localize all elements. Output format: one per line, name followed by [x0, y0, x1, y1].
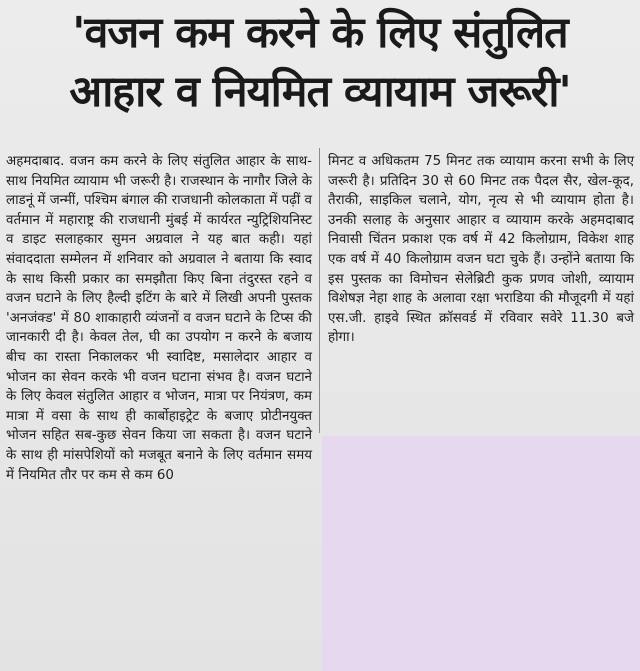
headline: [4, 4, 636, 122]
article-text-right: मिनट व अधिकतम 75 मिनट तक व्यायाम करना सभी के लिए जरूरी है। प्रतिदिन 30 से 60 मिनट तक पैदल सैर, खेल-कूद, तैराकी, साइकिल चलाने, योग, नृत्य से भी व्यायाम होता है। उनकी सलाह के अनुसार आहार व व्यायाम करके अहमदाबाद निवासी चिंतन प्रकाश एक वर्ष में 42 किलोग्राम, विकेश शाह एक वर्ष में 40 किलोग्राम वजन घटा चुके हैं। उन्होंने बताया कि इस पुस्तक का विमोचन सेलेब्रिटी कुक प्रणव जोशी, व्यायाम विशेषज्ञ नेहा शाह के अलावा रक्षा भराडिया की मौजूदगी में यहां एस.जी. हाइवे स्थित क्रॉसवर्ड में रविवार सवेरे 11.30 बजे होगा।: [328, 154, 634, 346]
headline-line-1: 'वजन कम करने के लिए संतुलित: [72, 8, 568, 58]
article-column-left: [6, 152, 312, 485]
article-text-left: अहमदाबाद. वजन कम करने के लिए संतुलित आहार के साथ-साथ नियमित व्यायाम भी जरूरी है। राजस्थान के नागौर जिले के लाडनूं में जन्मीं, पश्चिम बंगाल की राजधानी कोलकाता में पढ़ीं व वर्तमान में महाराष्ट्र की राजधानी मुंबई में कार्यरत न्युट्रिशियनिस्ट व डाइट सलाहकार सुमन अग्रवाल ने यह बात कही। यहां संवाददाता सम्मेलन में शनिवार को अग्रवाल ने बताया कि स्वाद के साथ किसी प्रकार का समझौता किए बिना तंदुरस्त रहने व वजन घटाने के लिए हैल्दी इटिंग के बारे में लिखी अपनी पुस्तक 'अनजंक्ड' में 80 शाकाहारी व्यंजनों व वजन घटाने के टिप्स की जानकारी दी है। केवल तेल, घी का उपयोग न करने के बजाय बीच का रास्ता निकालकर भी स्वादिष्ट, मसालेदार आहार व भोजन का सेवन करके भी वजन घटाना संभव है। वजन घटाने के लिए केवल संतुलित आहार व भोजन, मात्रा पर नियंत्रण, कम मात्रा में वसा के साथ ही कार्बोहाइट्रेट के बजाए प्रोटीनयुक्त भोजन सहित सब-कुछ सेवन किया जा सकता है। वजन घटाने के साथ ही मांसपेशियों को मजबूत बनाने के लिए वर्तमान समय में नियमित तौर पर कम से कम 60: [6, 154, 312, 483]
article-column-right: [328, 152, 634, 348]
headline-line-2: आहार व नियमित व्यायाम जरूरी': [69, 67, 571, 117]
blank-highlight-box: [322, 436, 640, 671]
column-divider: [319, 148, 320, 433]
